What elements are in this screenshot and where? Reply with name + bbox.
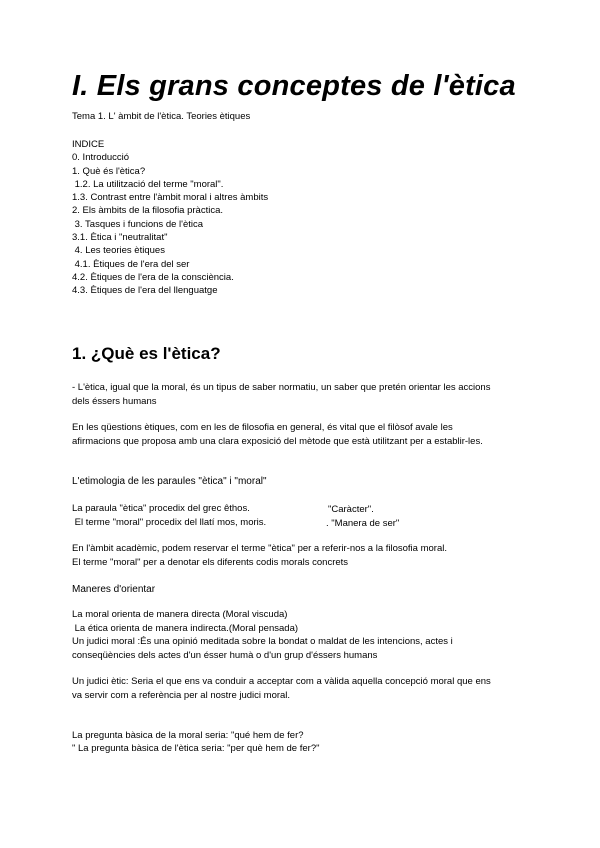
subsection-heading: Maneres d'orientar (72, 584, 156, 595)
toc-item: 1.2. La utilització del terme "moral". (72, 178, 224, 190)
paragraph-line: La moral orienta de manera directa (Moral viscuda) (72, 609, 288, 620)
toc-item: 3. Tasques i funcions de l'ètica (72, 218, 204, 230)
etymology-meaning: "Caràcter". (328, 504, 374, 515)
etymology-heading: L'etimologia de les paraules "ètica" i "moral" (72, 476, 267, 487)
toc-item: 1.3. Contrast entre l'àmbit moral i altres àmbits (72, 192, 269, 204)
toc-item: 4.2. Ètiques de l'era de la consciència. (72, 271, 234, 283)
toc-heading: INDICE (72, 139, 105, 150)
paragraph-line: - L'ètica, igual que la moral, és un tipus de saber normatiu, un saber que pretén orientar les accions (72, 382, 491, 393)
paragraph-line: La ética orienta de manera indirecta.(Moral pensada) (72, 623, 299, 634)
paragraph-line: " La pregunta bàsica de l'ètica seria: "per què hem de fer?" (72, 743, 320, 754)
paragraph-line: En les qüestions ètiques, com en les de filosofia en general, és vital que el filòsof avale les (72, 422, 453, 433)
toc-item: 2. Els àmbits de la filosofia pràctica. (72, 205, 224, 217)
etymology-line: El terme "moral" procedix del llatí mos, moris. (72, 517, 267, 528)
paragraph-line: Un judici ètic: Seria el que ens va conduir a acceptar com a vàlida aquella concepció moral que ens (72, 676, 491, 687)
paragraph-line: Un judici moral :És una opinió meditada sobre la bondat o maldat de les intencions, actes i (72, 636, 453, 647)
table-of-contents (72, 138, 268, 298)
paragraph-line: conseqüències dels actes d'un ésser humà o d'un grup d'éssers humans (72, 650, 378, 661)
toc-item: 3.1. Ètica i "neutralitat" (72, 232, 168, 244)
toc-item: 4.1. Ètiques de l'era del ser (72, 258, 190, 270)
toc-item: 4.3. Ètiques de l'era del llenguatge (72, 285, 218, 297)
paragraph-line: En l'àmbit acadèmic, podem reservar el terme "ètica" per a referir-nos a la filosofia moral. (72, 543, 447, 554)
paragraph-line: dels éssers humans (72, 396, 157, 407)
paragraph-line: La pregunta bàsica de la moral seria: "qué hem de fer? (72, 730, 304, 741)
paragraph-line: El terme "moral" per a denotar els diferents codis morals concrets (72, 557, 349, 568)
paragraph-line: afirmacions que proposa amb una clara exposició del mètode que està utilitzant per a establir-les. (72, 436, 483, 447)
etymology-line: La paraula "ètica" procedix del grec êthos. (72, 503, 250, 514)
toc-item: 0. Introducció (72, 152, 130, 164)
paragraph-line: va servir com a referència per al nostre judici moral. (72, 690, 291, 701)
section-heading: 1. ¿Què es l'ètica? (72, 344, 221, 363)
etymology-meaning: . "Manera de ser" (326, 518, 400, 529)
toc-item: 1. Què és l'ètica? (72, 165, 146, 177)
document-title: I. Els grans conceptes de l'ètica (72, 70, 516, 102)
toc-item: 4. Les teories ètiques (72, 245, 165, 257)
document-subtitle: Tema 1. L' àmbit de l'ètica. Teories ètiques (72, 111, 251, 122)
